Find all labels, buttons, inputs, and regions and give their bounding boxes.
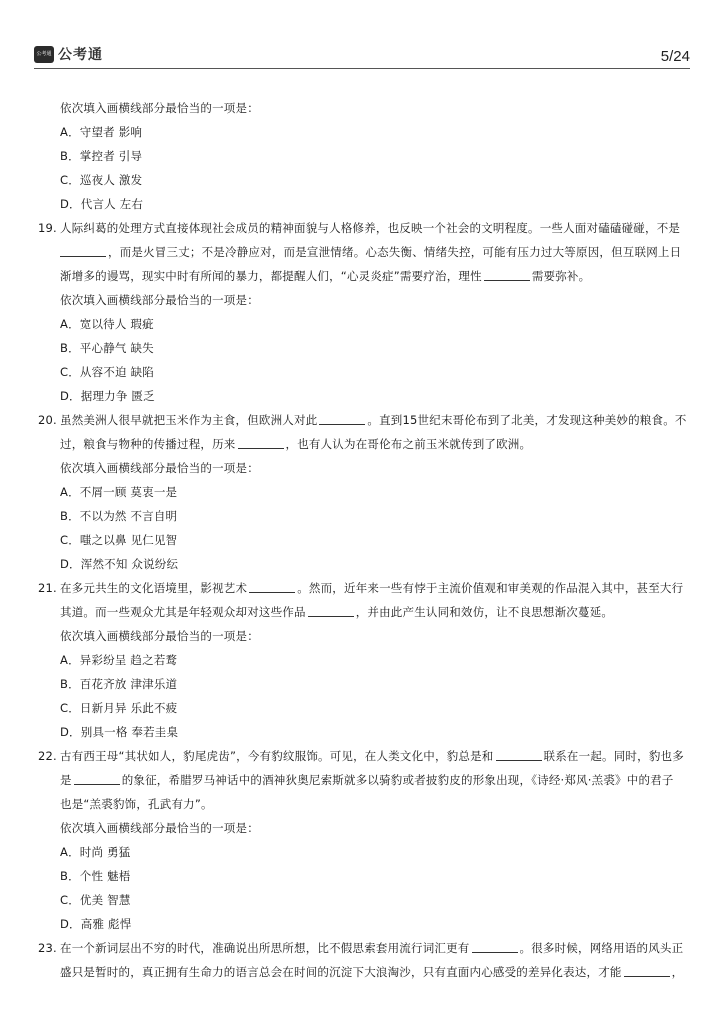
fill-blank: [484, 268, 530, 281]
fill-blank: [496, 748, 542, 761]
option-d: D．高雅 彪悍: [60, 917, 132, 931]
question-21-line-2: 其道。而一些观众尤其是年轻观众却对这些作品 ，并由此产生认同和效仿，让不良思想渐次蔓延。: [60, 605, 614, 619]
option-a: A．守望者 影响: [60, 125, 143, 139]
option-b: B．平心静气 缺失: [60, 341, 154, 355]
fill-blank: [249, 580, 295, 593]
question-number: 19.: [38, 221, 57, 235]
question-22-line-1: 22. 古有西王母“其状如人，豹尾虎齿”，今有豹纹服饰。可见，在人类文化中，豹总是和 联系在一起。同时，豹也多: [38, 744, 688, 768]
question-number: 20.: [38, 413, 57, 427]
option-c: C．优美 智慧: [60, 893, 131, 907]
option-c: C．日新月异 乐此不疲: [60, 701, 178, 715]
fill-blank: [308, 604, 354, 617]
fill-blank: [74, 772, 120, 785]
question-prompt: 依次填入画横线部分最恰当的一项是：: [60, 821, 259, 835]
option-b: B．个性 魅梧: [60, 869, 131, 883]
option-d: D．代言人 左右: [60, 197, 144, 211]
question-prompt: 依次填入画横线部分最恰当的一项是：: [60, 461, 259, 475]
fill-blank: [319, 412, 365, 425]
question-22-line-2: 是 的象征，希腊罗马神话中的酒神狄奥尼索斯就多以骑豹或者披豹皮的形象出现，《诗经·郑风·羔裘》中的君子: [60, 773, 674, 787]
option-c: C．嗤之以鼻 见仁见智: [60, 533, 178, 547]
option-d: D．据理力争 匮乏: [60, 389, 155, 403]
logo-badge: 公考通: [34, 46, 54, 63]
option-d: D．别具一格 奉若圭臬: [60, 725, 179, 739]
page-header: [34, 42, 690, 69]
question-number: 23.: [38, 941, 57, 955]
exam-content: [38, 96, 688, 984]
option-c: C．从容不迫 缺陷: [60, 365, 154, 379]
question-21-line-1: 21. 在多元共生的文化语境里，影视艺术 。然而，近年来一些有悖于主流价值观和审美观的作品混入其中，甚至大行: [38, 576, 688, 600]
question-20-line-1: 20. 虽然美洲人很早就把玉米作为主食，但欧洲人对此 。直到15世纪末哥伦布到了北美，才发现这种美妙的粮食。不: [38, 408, 688, 432]
question-prompt: 依次填入画横线部分最恰当的一项是：: [60, 293, 259, 307]
fill-blank: [238, 436, 284, 449]
question-19-line-1: 19. 人际纠葛的处理方式直接体现社会成员的精神面貌与人格修养，也反映一个社会的文明程度。一些人面对磕磕碰碰，不是: [38, 216, 688, 240]
fill-blank: [60, 244, 106, 257]
question-23-line-1: 23. 在一个新词层出不穷的时代，准确说出所思所想，比不假思索套用流行词汇更有 。很多时候，网络用语的风头正: [38, 936, 688, 960]
fill-blank: [624, 964, 670, 977]
option-d: D．浑然不知 众说纷纭: [60, 557, 179, 571]
question-prompt: 依次填入画横线部分最恰当的一项是：: [60, 101, 259, 115]
option-b: B．不以为然 不言自明: [60, 509, 178, 523]
question-number: 22.: [38, 749, 57, 763]
question-19-line-3: 渐增多的谩骂，现实中时有所闻的暴力，都提醒人们，“心灵炎症”需要疗治，理性 需要弥补。: [60, 269, 591, 283]
option-b: B．掌控者 引导: [60, 149, 143, 163]
option-a: A．异彩纷呈 趋之若鹜: [60, 653, 178, 667]
question-22-line-3: 也是“羔裘豹饰，孔武有力”。: [60, 797, 213, 811]
question-20-line-2: 过，粮食与物种的传播过程，历来 ，也有人认为在哥伦布之前玉米就传到了欧洲。: [60, 437, 532, 451]
option-c: C．巡夜人 激发: [60, 173, 143, 187]
option-a: A．不屑一顾 莫衷一是: [60, 485, 178, 499]
brand-logo: [34, 44, 103, 64]
option-a: A．宽以待人 瑕疵: [60, 317, 154, 331]
question-19-line-2: ，而是火冒三丈；不是冷静应对，而是宣泄情绪。心态失衡、情绪失控，可能有压力过大等原因，但互联网上日: [38, 240, 688, 264]
fill-blank: [472, 940, 518, 953]
question-23-line-2: 盛只是暂时的，真正拥有生命力的语言总会在时间的沉淀下大浪淘沙，只有直面内心感受的差异化表达，才能 ，: [60, 965, 684, 979]
logo-text: 公考通: [58, 47, 103, 63]
page-number: 5/24: [660, 48, 690, 65]
question-number: 21.: [38, 581, 57, 595]
option-b: B．百花齐放 津津乐道: [60, 677, 178, 691]
question-prompt: 依次填入画横线部分最恰当的一项是：: [60, 629, 259, 643]
option-a: A．时尚 勇猛: [60, 845, 131, 859]
